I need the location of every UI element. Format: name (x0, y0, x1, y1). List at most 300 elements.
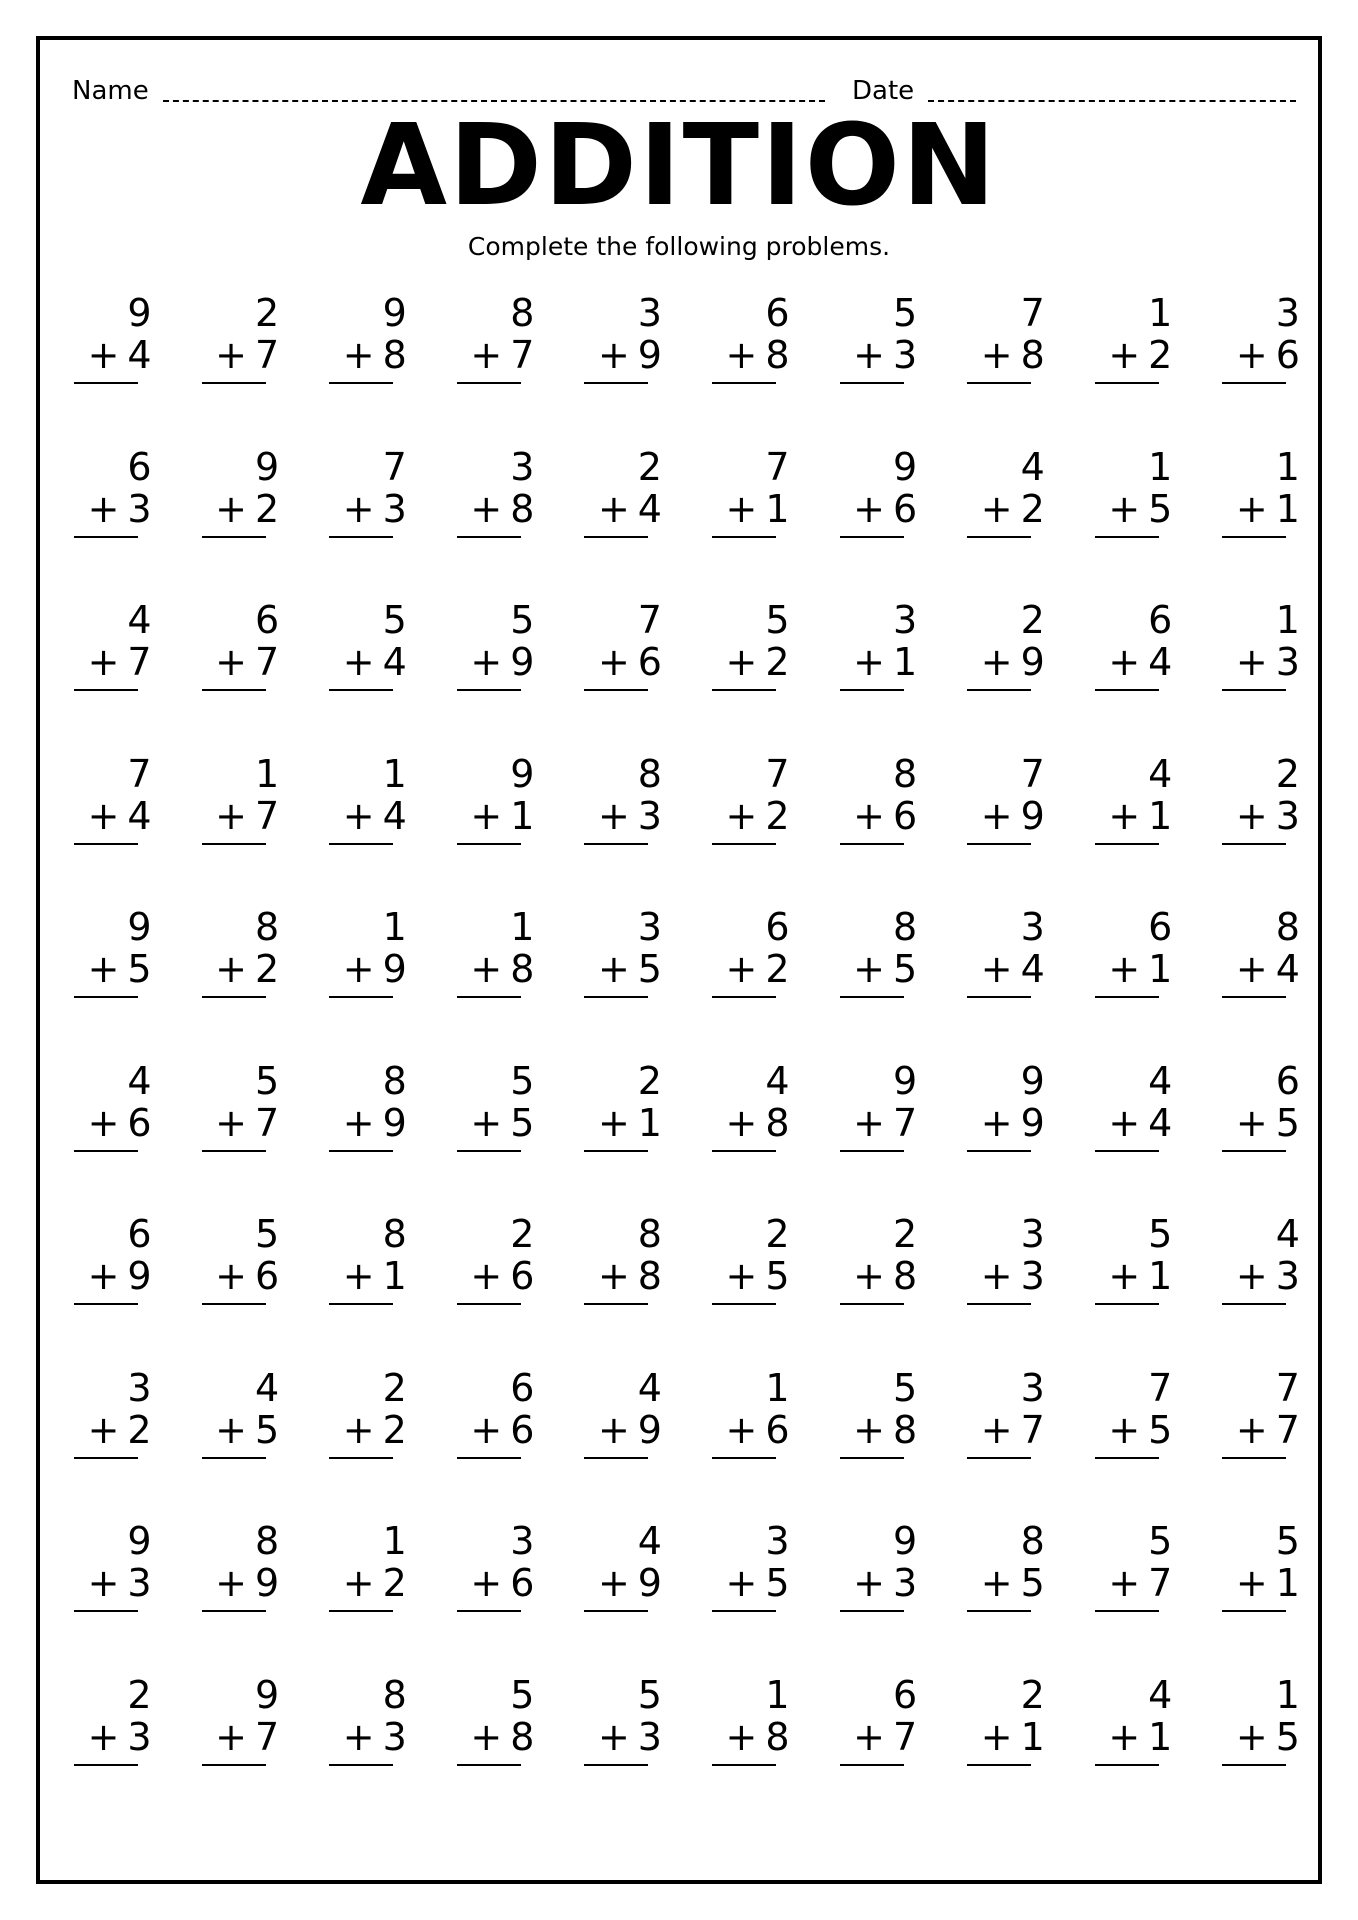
addition-problem[interactable] (582, 290, 710, 444)
problem-bottom-number: 5 (1275, 1100, 1300, 1145)
answer-line (74, 1303, 138, 1305)
problem-bottom-number: 3 (1275, 640, 1300, 684)
answer-line (584, 1610, 648, 1612)
addition-problem[interactable] (710, 444, 838, 598)
problem-bottom-row (87, 1254, 152, 1298)
addition-problem[interactable] (455, 1365, 583, 1519)
addition-problem[interactable] (1220, 444, 1348, 598)
addition-problem[interactable] (838, 751, 966, 905)
answer-line (584, 843, 648, 845)
plus-sign: + (470, 640, 503, 684)
answer-line (840, 689, 904, 691)
problem-bottom-number: 1 (1275, 1561, 1300, 1605)
answer-line (202, 1303, 266, 1305)
answer-line (329, 1610, 393, 1612)
problem-bottom-number: 9 (127, 1254, 152, 1298)
plus-sign: + (853, 947, 885, 991)
problem-bottom-row (342, 947, 407, 991)
problem-bottom-row (853, 640, 918, 684)
plus-sign: + (980, 1407, 1013, 1452)
addition-problem[interactable] (200, 904, 328, 1058)
answer-line (202, 843, 266, 845)
answer-line (840, 536, 904, 538)
addition-problem[interactable] (200, 1058, 328, 1212)
plus-sign: + (342, 1100, 375, 1145)
plus-sign: + (597, 1714, 630, 1759)
problem-bottom-row (1108, 333, 1173, 377)
addition-problem[interactable] (327, 290, 455, 444)
problem-bottom-row (470, 486, 535, 531)
answer-line (1095, 1610, 1159, 1612)
addition-problem[interactable] (455, 1058, 583, 1212)
addition-problem[interactable] (710, 751, 838, 905)
addition-problem[interactable] (72, 444, 200, 598)
problem-top-number: 6 (127, 444, 152, 489)
addition-problem[interactable] (327, 1211, 455, 1365)
problem-top-number: 9 (127, 1519, 152, 1563)
answer-line (202, 536, 266, 538)
problem-top-number: 7 (1275, 1365, 1300, 1410)
plus-sign: + (342, 793, 375, 838)
plus-sign: + (87, 1714, 120, 1759)
answer-line (457, 382, 521, 384)
addition-problem[interactable] (965, 904, 1093, 1058)
addition-problem[interactable] (710, 1058, 838, 1212)
addition-problem[interactable] (965, 1365, 1093, 1519)
problem-bottom-number: 7 (1275, 1407, 1300, 1452)
problem-top-number: 1 (1148, 291, 1173, 335)
problem-bottom-row (980, 333, 1045, 377)
plus-sign: + (470, 1407, 503, 1452)
problem-bottom-row (215, 640, 280, 684)
problem-bottom-row (1108, 486, 1173, 531)
plus-sign: + (853, 1561, 885, 1605)
addition-problem[interactable] (965, 1518, 1093, 1672)
addition-problem[interactable] (1220, 1672, 1348, 1826)
problem-bottom-row (215, 333, 280, 377)
problem-top-number: 5 (510, 598, 535, 642)
problem-top-number: 4 (1275, 1212, 1300, 1256)
answer-line (1095, 1457, 1159, 1459)
name-field[interactable] (72, 68, 825, 104)
problem-bottom-row (215, 1714, 280, 1759)
problem-bottom-number: 9 (637, 1407, 662, 1452)
addition-problem[interactable] (200, 1211, 328, 1365)
plus-sign: + (1108, 793, 1141, 838)
plus-sign: + (725, 947, 758, 991)
problem-top-number: 5 (765, 598, 790, 642)
addition-problem[interactable] (455, 1518, 583, 1672)
problem-bottom-number: 7 (255, 1100, 280, 1145)
problem-bottom-row (1235, 1100, 1300, 1145)
addition-problem[interactable] (72, 751, 200, 905)
plus-sign: + (853, 1407, 885, 1452)
addition-problem[interactable] (200, 751, 328, 905)
answer-line (712, 382, 776, 384)
problem-top-number: 5 (382, 598, 407, 642)
addition-problem[interactable] (455, 290, 583, 444)
addition-problem[interactable] (455, 751, 583, 905)
answer-line (1095, 1150, 1159, 1152)
problem-bottom-row (597, 640, 662, 684)
problem-bottom-row (1108, 640, 1173, 684)
problem-bottom-row (1235, 1254, 1300, 1298)
plus-sign: + (470, 333, 503, 377)
answer-line (329, 843, 393, 845)
problem-top-number: 5 (1148, 1519, 1173, 1563)
problem-bottom-number: 1 (382, 1254, 407, 1298)
problem-top-number: 5 (255, 1212, 280, 1256)
answer-line (967, 1150, 1031, 1152)
plus-sign: + (215, 1407, 247, 1452)
problem-bottom-row (980, 640, 1045, 684)
addition-problem[interactable] (838, 444, 966, 598)
addition-problem[interactable] (1220, 1365, 1348, 1519)
plus-sign: + (980, 947, 1013, 991)
plus-sign: + (597, 947, 630, 991)
plus-sign: + (725, 333, 758, 377)
plus-sign: + (725, 486, 758, 531)
problem-top-number: 4 (637, 1519, 662, 1563)
problem-top-number: 2 (637, 1058, 662, 1103)
answer-line (457, 1303, 521, 1305)
plus-sign: + (1108, 1714, 1141, 1759)
problem-bottom-row (470, 947, 535, 991)
addition-problem[interactable] (965, 1211, 1093, 1365)
problem-bottom-number: 5 (127, 947, 152, 991)
problem-bottom-number: 8 (382, 333, 407, 377)
problem-top-number: 2 (1020, 598, 1045, 642)
addition-problem[interactable] (72, 1211, 200, 1365)
addition-problem[interactable] (455, 1211, 583, 1365)
problem-bottom-number: 3 (382, 1714, 407, 1759)
addition-problem[interactable] (582, 597, 710, 751)
plus-sign: + (725, 1100, 758, 1145)
plus-sign: + (1108, 1561, 1141, 1605)
answer-line (329, 689, 393, 691)
problem-top-number: 1 (382, 905, 407, 949)
problem-top-number: 6 (510, 1365, 535, 1410)
problem-bottom-number: 9 (1020, 1100, 1045, 1145)
problem-bottom-row (725, 1100, 790, 1145)
addition-problem[interactable] (200, 1365, 328, 1519)
plus-sign: + (1108, 947, 1141, 991)
plus-sign: + (853, 793, 885, 838)
addition-problem[interactable] (72, 904, 200, 1058)
problem-top-number: 2 (1020, 1672, 1045, 1717)
problem-bottom-row (87, 947, 152, 991)
answer-line (584, 1457, 648, 1459)
addition-problem[interactable] (838, 1365, 966, 1519)
plus-sign: + (853, 486, 885, 531)
addition-problem[interactable] (1093, 597, 1221, 751)
addition-problem[interactable] (1220, 1518, 1348, 1672)
addition-problem[interactable] (965, 290, 1093, 444)
plus-sign: + (597, 1561, 630, 1605)
problem-bottom-number: 7 (510, 333, 535, 377)
addition-problem[interactable] (455, 904, 583, 1058)
problem-top-number: 7 (1020, 751, 1045, 796)
problem-top-number: 8 (637, 751, 662, 796)
plus-sign: + (1108, 333, 1141, 377)
addition-problem[interactable] (1220, 751, 1348, 905)
answer-line (74, 996, 138, 998)
addition-problem[interactable] (327, 751, 455, 905)
addition-problem[interactable] (710, 597, 838, 751)
problem-bottom-number: 2 (255, 947, 280, 991)
addition-problem[interactable] (582, 444, 710, 598)
addition-problem[interactable] (582, 1058, 710, 1212)
addition-problem[interactable] (1220, 1058, 1348, 1212)
addition-problem[interactable] (1220, 597, 1348, 751)
answer-line (74, 1610, 138, 1612)
answer-line (967, 382, 1031, 384)
answer-line (457, 843, 521, 845)
addition-problem[interactable] (1220, 1211, 1348, 1365)
addition-problem[interactable] (72, 1058, 200, 1212)
problem-top-number: 7 (382, 444, 407, 489)
addition-problem[interactable] (200, 1672, 328, 1826)
problem-bottom-row (87, 1714, 152, 1759)
problem-top-number: 2 (382, 1365, 407, 1410)
addition-problem[interactable] (710, 904, 838, 1058)
problem-bottom-row (853, 793, 918, 838)
answer-line (457, 689, 521, 691)
answer-line (1222, 1303, 1286, 1305)
plus-sign: + (215, 1254, 247, 1298)
plus-sign: + (853, 333, 885, 377)
addition-problem[interactable] (1093, 1211, 1221, 1365)
problem-bottom-row (597, 1561, 662, 1605)
answer-line (202, 382, 266, 384)
problem-bottom-row (1108, 947, 1173, 991)
problem-bottom-row (215, 486, 280, 531)
problem-bottom-row (470, 640, 535, 684)
problem-bottom-row (853, 1714, 918, 1759)
problem-bottom-number: 7 (255, 1714, 280, 1759)
addition-problem[interactable] (200, 290, 328, 444)
addition-problem[interactable] (582, 1365, 710, 1519)
problem-bottom-number: 9 (510, 640, 535, 684)
addition-problem[interactable] (72, 1518, 200, 1672)
problem-top-number: 4 (1148, 1058, 1173, 1103)
answer-line (1095, 1764, 1159, 1766)
problem-bottom-number: 4 (127, 793, 152, 838)
addition-problem[interactable] (838, 290, 966, 444)
answer-line (457, 1457, 521, 1459)
problem-bottom-number: 4 (382, 793, 407, 838)
problem-bottom-row (853, 486, 918, 531)
problem-bottom-number: 8 (765, 1100, 790, 1145)
plus-sign: + (1235, 793, 1268, 838)
problem-bottom-number: 1 (1275, 486, 1300, 531)
problem-bottom-number: 6 (510, 1561, 535, 1605)
plus-sign: + (1108, 1254, 1141, 1298)
problem-bottom-row (87, 1100, 152, 1145)
addition-problem[interactable] (582, 904, 710, 1058)
addition-problem[interactable] (1093, 904, 1221, 1058)
plus-sign: + (1108, 1100, 1141, 1145)
problem-top-number: 4 (255, 1365, 280, 1410)
answer-line (712, 1764, 776, 1766)
problem-top-number: 3 (892, 598, 918, 642)
problem-bottom-number: 3 (382, 486, 407, 531)
problem-bottom-row (853, 1100, 918, 1145)
addition-problem[interactable] (1093, 444, 1221, 598)
problem-top-number: 3 (510, 1519, 535, 1563)
problem-bottom-number: 1 (1020, 1714, 1045, 1759)
problem-top-number: 9 (892, 444, 918, 489)
addition-problem[interactable] (582, 1672, 710, 1826)
addition-problem[interactable] (838, 1058, 966, 1212)
problem-top-number: 1 (765, 1365, 790, 1410)
addition-problem[interactable] (455, 444, 583, 598)
problem-top-number: 3 (765, 1519, 790, 1563)
answer-line (457, 536, 521, 538)
answer-line (1222, 996, 1286, 998)
problem-top-number: 1 (382, 751, 407, 796)
addition-problem[interactable] (72, 597, 200, 751)
plus-sign: + (215, 793, 247, 838)
problem-top-number: 1 (382, 1519, 407, 1563)
answer-line (74, 843, 138, 845)
problem-bottom-number: 8 (892, 1407, 918, 1452)
answer-line (712, 1303, 776, 1305)
addition-problem[interactable] (1220, 290, 1348, 444)
problem-bottom-number: 4 (1275, 947, 1300, 991)
problem-bottom-number: 2 (765, 947, 790, 991)
addition-problem[interactable] (200, 444, 328, 598)
addition-problem[interactable] (327, 1672, 455, 1826)
answer-line (967, 1303, 1031, 1305)
answer-line (967, 689, 1031, 691)
problem-top-number: 3 (1020, 1212, 1045, 1256)
answer-line (74, 1150, 138, 1152)
addition-problem[interactable] (710, 1518, 838, 1672)
answer-line (1222, 1150, 1286, 1152)
addition-problem[interactable] (965, 751, 1093, 905)
addition-problem[interactable] (838, 1518, 966, 1672)
addition-problem[interactable] (327, 1365, 455, 1519)
addition-problem[interactable] (327, 444, 455, 598)
problem-top-number: 6 (1148, 598, 1173, 642)
answer-line (202, 1764, 266, 1766)
problem-top-number: 1 (1275, 1672, 1300, 1717)
problem-top-number: 9 (510, 751, 535, 796)
problem-bottom-row (470, 1407, 535, 1452)
plus-sign: + (342, 1561, 375, 1605)
addition-problem[interactable] (582, 751, 710, 905)
problem-top-number: 1 (1275, 598, 1300, 642)
problem-bottom-row (342, 1254, 407, 1298)
addition-problem[interactable] (327, 1518, 455, 1672)
problem-bottom-number: 8 (765, 1714, 790, 1759)
answer-line (202, 1150, 266, 1152)
plus-sign: + (1235, 1100, 1268, 1145)
answer-line (1222, 689, 1286, 691)
addition-problem[interactable] (1093, 1365, 1221, 1519)
addition-problem[interactable] (200, 597, 328, 751)
addition-problem[interactable] (965, 1672, 1093, 1826)
addition-problem[interactable] (838, 1672, 966, 1826)
addition-problem[interactable] (1093, 751, 1221, 905)
addition-problem[interactable] (327, 597, 455, 751)
addition-problem[interactable] (582, 1518, 710, 1672)
addition-problem[interactable] (838, 597, 966, 751)
problem-top-number: 8 (1275, 905, 1300, 949)
addition-problem[interactable] (455, 1672, 583, 1826)
problem-bottom-row (342, 793, 407, 838)
plus-sign: + (597, 793, 630, 838)
addition-problem[interactable] (1093, 1058, 1221, 1212)
addition-problem[interactable] (710, 1365, 838, 1519)
addition-problem[interactable] (72, 1365, 200, 1519)
plus-sign: + (1235, 333, 1268, 377)
addition-problem[interactable] (838, 1211, 966, 1365)
addition-problem[interactable] (327, 1058, 455, 1212)
problem-top-number: 7 (765, 444, 790, 489)
addition-problem[interactable] (200, 1518, 328, 1672)
plus-sign: + (342, 486, 375, 531)
date-field[interactable] (852, 68, 1296, 104)
addition-problem[interactable] (455, 597, 583, 751)
problem-bottom-row (87, 793, 152, 838)
addition-problem[interactable] (838, 904, 966, 1058)
addition-problem[interactable] (965, 444, 1093, 598)
problem-top-number: 8 (1020, 1519, 1045, 1563)
plus-sign: + (980, 1100, 1013, 1145)
plus-sign: + (597, 640, 630, 684)
problem-bottom-number: 9 (382, 947, 407, 991)
problem-bottom-row (1108, 1254, 1173, 1298)
addition-problem[interactable] (710, 1211, 838, 1365)
problem-bottom-row (1108, 1100, 1173, 1145)
answer-line (202, 996, 266, 998)
addition-problem[interactable] (72, 290, 200, 444)
problem-top-number: 7 (1148, 1365, 1173, 1410)
addition-problem[interactable] (1093, 1672, 1221, 1826)
answer-line (1222, 843, 1286, 845)
problem-bottom-number: 3 (892, 333, 918, 377)
addition-problem[interactable] (1093, 1518, 1221, 1672)
addition-problem[interactable] (1220, 904, 1348, 1058)
problem-bottom-row (470, 1714, 535, 1759)
addition-problem[interactable] (327, 904, 455, 1058)
problem-top-number: 3 (127, 1365, 152, 1410)
problem-bottom-number: 1 (1148, 947, 1173, 991)
problem-bottom-number: 3 (637, 793, 662, 838)
problem-bottom-row (1235, 947, 1300, 991)
answer-line (329, 1150, 393, 1152)
addition-problem[interactable] (965, 1058, 1093, 1212)
addition-problem[interactable] (965, 597, 1093, 751)
plus-sign: + (87, 640, 120, 684)
problem-bottom-row (87, 1407, 152, 1452)
answer-line (967, 1764, 1031, 1766)
addition-problem[interactable] (710, 290, 838, 444)
problem-bottom-number: 2 (765, 640, 790, 684)
plus-sign: + (470, 486, 503, 531)
addition-problem[interactable] (72, 1672, 200, 1826)
problem-bottom-row (342, 1561, 407, 1605)
problem-top-number: 5 (255, 1058, 280, 1103)
problem-bottom-row (215, 793, 280, 838)
plus-sign: + (980, 486, 1013, 531)
plus-sign: + (470, 1100, 503, 1145)
addition-problem[interactable] (710, 1672, 838, 1826)
addition-problem[interactable] (1093, 290, 1221, 444)
addition-problem[interactable] (582, 1211, 710, 1365)
